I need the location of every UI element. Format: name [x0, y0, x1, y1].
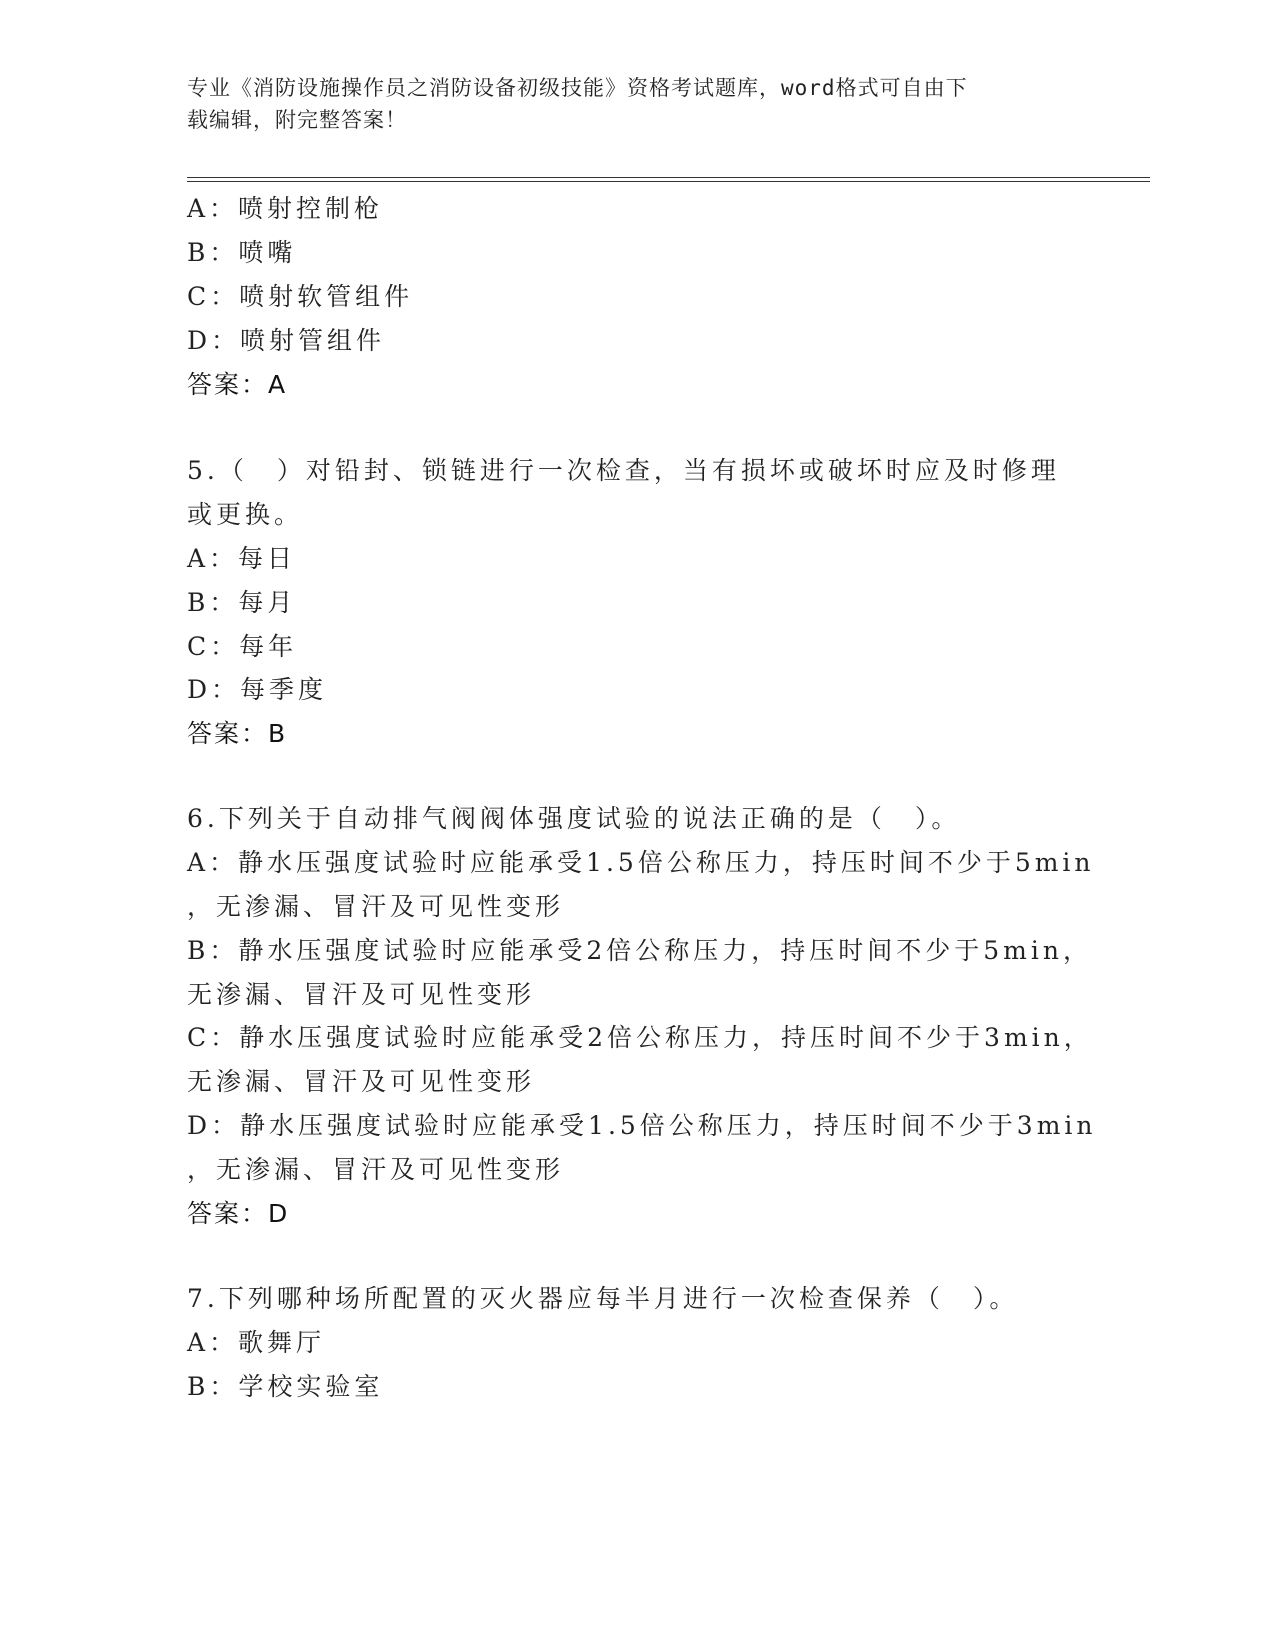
header-line-1: 专业《消防设施操作员之消防设备初级技能》资格考试题库，word格式可自由下 [187, 76, 968, 100]
q5-answer: 答案：B [187, 719, 288, 748]
header-line-2: 载编辑，附完整答案！ [187, 108, 407, 132]
q6-stem: 6.下列关于自动排气阀阀体强度试验的说法正确的是（ ）。 [187, 804, 961, 833]
q4-option-b: B：喷嘴 [187, 238, 297, 267]
q6-option-b-line-1: B：静水压强度试验时应能承受2倍公称压力，持压时间不少于5min， [187, 936, 1092, 965]
header-rule-top [187, 177, 1150, 178]
q7-stem: 7.下列哪种场所配置的灭火器应每半月进行一次检查保养（ ）。 [187, 1284, 1019, 1313]
q6-option-d-line-2: ，无渗漏、冒汗及可见性变形 [187, 1155, 565, 1184]
q6-option-a-line-1: A：静水压强度试验时应能承受1.5倍公称压力，持压时间不少于5min [187, 848, 1095, 877]
q4-option-c: C：喷射软管组件 [187, 282, 414, 311]
q7-option-a: A：歌舞厅 [187, 1328, 326, 1357]
q6-option-a-line-2: ，无渗漏、冒汗及可见性变形 [187, 892, 565, 921]
q6-option-d-line-1: D：静水压强度试验时应能承受1.5倍公称压力，持压时间不少于3min [187, 1111, 1097, 1140]
q6-answer: 答案：D [187, 1199, 290, 1228]
q6-option-b-line-2: 无渗漏、冒汗及可见性变形 [187, 980, 536, 1009]
q5-option-d: D：每季度 [187, 675, 328, 704]
q5-stem-line-1: 5.（ ）对铅封、锁链进行一次检查，当有损坏或破坏时应及时修理 [187, 456, 1060, 485]
document-header [187, 72, 1067, 136]
q6-option-c-line-2: 无渗漏、冒汗及可见性变形 [187, 1067, 536, 1096]
q5-option-c: C：每年 [187, 632, 298, 661]
q5-option-b: B：每月 [187, 588, 297, 617]
q5-stem-line-2: 或更换。 [187, 500, 304, 529]
q4-answer: 答案：A [187, 370, 288, 399]
q5-option-a: A：每日 [187, 544, 297, 573]
q4-option-d: D：喷射管组件 [187, 326, 386, 355]
q4-option-a: A：喷射控制枪 [187, 194, 384, 223]
q7-option-b: B：学校实验室 [187, 1372, 384, 1401]
header-rule-bottom [187, 181, 1150, 182]
q6-option-c-line-1: C：静水压强度试验时应能承受2倍公称压力，持压时间不少于3min， [187, 1023, 1093, 1052]
